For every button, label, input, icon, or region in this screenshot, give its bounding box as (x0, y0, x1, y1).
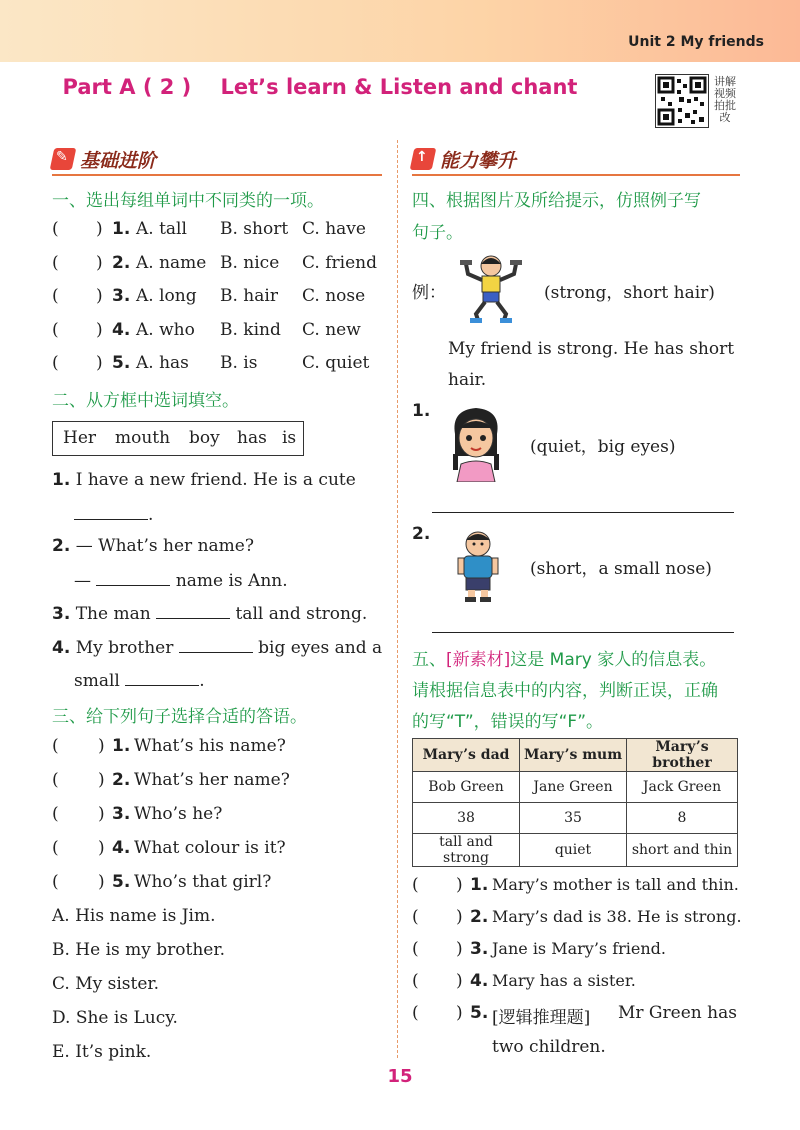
q2-item-1: 1. I have a new friend. He is a cute (52, 470, 356, 490)
q4-item-hint: (short，a small nose) (530, 559, 712, 579)
q4-item-number: 2. (412, 524, 431, 544)
q2-item-4: 4. My brother big eyes and a (52, 638, 383, 658)
q2-item-2-line2: — name is Ann. (74, 571, 288, 591)
new-material-tag: [新素材] (446, 650, 511, 670)
example-answer-2: hair. (448, 370, 487, 390)
section-header-advanced (412, 144, 740, 176)
q3-item: ( ) 4. What colour is it? (52, 838, 286, 858)
q4-heading: 四、根据图片及所给提示，仿照例子写 (412, 191, 701, 211)
q3-item: ( ) 2. What’s her name? (52, 770, 290, 790)
q3-options (52, 906, 225, 1076)
quiet-girl-illustration (447, 404, 505, 482)
table-cell: Jack Green (627, 772, 738, 803)
option: A. His name is Jim. (52, 906, 216, 926)
info-table-wrap (412, 738, 738, 867)
table-row (413, 803, 738, 834)
header-band (0, 0, 800, 62)
qr-code-icon[interactable] (655, 74, 709, 128)
word: Her (63, 428, 97, 448)
column-header: Mary’s mum (520, 739, 627, 772)
q1-item: ( ) 3. A. long B. hair C. nose (52, 286, 366, 306)
answer-blank[interactable] (74, 503, 148, 520)
example-label: 例： (412, 283, 446, 303)
section-header-basic (52, 144, 382, 176)
answer-blank[interactable] (96, 569, 170, 586)
q3-item: ( ) 1. What’s his name? (52, 736, 286, 756)
q4-heading-2: 句子。 (412, 223, 463, 243)
q3-heading: 三、给下列句子选择合适的答语。 (52, 707, 307, 727)
table-cell: Bob Green (413, 772, 520, 803)
word: boy (189, 428, 220, 448)
q1-item: ( ) 5. A. has B. is C. quiet (52, 353, 370, 373)
answer-blank[interactable] (156, 602, 230, 619)
column-header: Mary’s dad (413, 739, 520, 772)
column-header: Mary’s brother (627, 739, 738, 772)
q2-item-1-line2: . (74, 503, 153, 525)
table-row (413, 772, 738, 803)
short-boy-illustration (456, 528, 500, 602)
qr-label: 讲解视频 拍批改 (714, 75, 736, 124)
section-title: 基础进阶 (80, 150, 157, 172)
answer-line[interactable] (432, 512, 734, 513)
q4-item-number: 1. (412, 401, 431, 421)
q5-item-line2: two children. (492, 1037, 606, 1057)
rocket-icon: ↑ (416, 149, 428, 165)
table-cell: 38 (413, 803, 520, 834)
word: is (282, 428, 297, 448)
page-number: 15 (387, 1066, 413, 1087)
table-cell: quiet (520, 834, 627, 867)
q3-item: ( ) 5. Who’s that girl? (52, 872, 272, 892)
option: B. He is my brother. (52, 940, 226, 960)
unit-title: Unit 2 My friends (628, 34, 764, 50)
q5-item: ( ) 5. [逻辑推理题] Mr Green has (412, 1003, 737, 1028)
table-row (413, 834, 738, 867)
example-answer: My friend is strong. He has short (448, 339, 735, 359)
answer-blank[interactable] (179, 636, 253, 653)
q5-list (412, 875, 742, 1069)
strong-boy-illustration (458, 252, 524, 324)
word: has (237, 428, 267, 448)
q5-item: ( ) 3. Jane is Mary’s friend. (412, 939, 667, 959)
q1-heading: 一、选出每组单词中不同类的一项。 (52, 191, 324, 211)
answer-blank[interactable] (125, 669, 199, 686)
q1-item: ( ) 2. A. name B. nice C. friend (52, 252, 377, 273)
answer-line[interactable] (432, 632, 734, 633)
q5-heading-2: 请根据信息表中的内容，判断正误，正确 (412, 681, 718, 701)
word: mouth (115, 428, 171, 448)
q5-heading-3: 的写“T”，错误的写“F”。 (412, 712, 604, 732)
word-box (52, 421, 304, 456)
q5-item: ( ) 2. Mary’s dad is 38. He is strong. (412, 907, 742, 927)
q4-item-hint: (quiet，big eyes) (530, 437, 676, 457)
section-title: 能力攀升 (440, 150, 517, 172)
q3-list (52, 736, 392, 906)
column-divider (397, 140, 398, 1058)
q1-item: ( ) 4. A. who B. kind C. new (52, 319, 361, 340)
q5-item: ( ) 4. Mary has a sister. (412, 971, 636, 991)
table-cell: tall and strong (413, 834, 520, 867)
table-cell: Jane Green (520, 772, 627, 803)
q2-heading: 二、从方框中选词填空。 (52, 391, 239, 411)
option: E. It’s pink. (52, 1042, 152, 1062)
option: C. My sister. (52, 974, 160, 994)
option: D. She is Lucy. (52, 1008, 178, 1028)
logic-tag: [逻辑推理题] (492, 1008, 591, 1028)
q1-list (52, 219, 392, 387)
example-hint: (strong，short hair) (544, 283, 715, 303)
q1-item: ( ) 1. A. tall B. short C. have (52, 219, 366, 239)
table-cell: 35 (520, 803, 627, 834)
table-header-row (413, 739, 738, 772)
page-title: Part A ( 2 ) Let’s learn & Listen and chant (62, 75, 578, 99)
table-cell: short and thin (627, 834, 738, 867)
table-cell: 8 (627, 803, 738, 834)
q2-item-4-line2: small . (74, 671, 205, 691)
q2-item-3: 3. The man tall and strong. (52, 604, 368, 624)
q3-item: ( ) 3. Who’s he? (52, 804, 223, 824)
q5-heading: 五、[新素材]这是 Mary 家人的信息表。 (412, 650, 717, 670)
q2-item-2: 2. — What’s her name? (52, 536, 254, 556)
info-table (412, 738, 738, 867)
q5-item: ( ) 1. Mary’s mother is tall and thin. (412, 875, 739, 895)
pencil-icon: ✎ (56, 149, 68, 165)
